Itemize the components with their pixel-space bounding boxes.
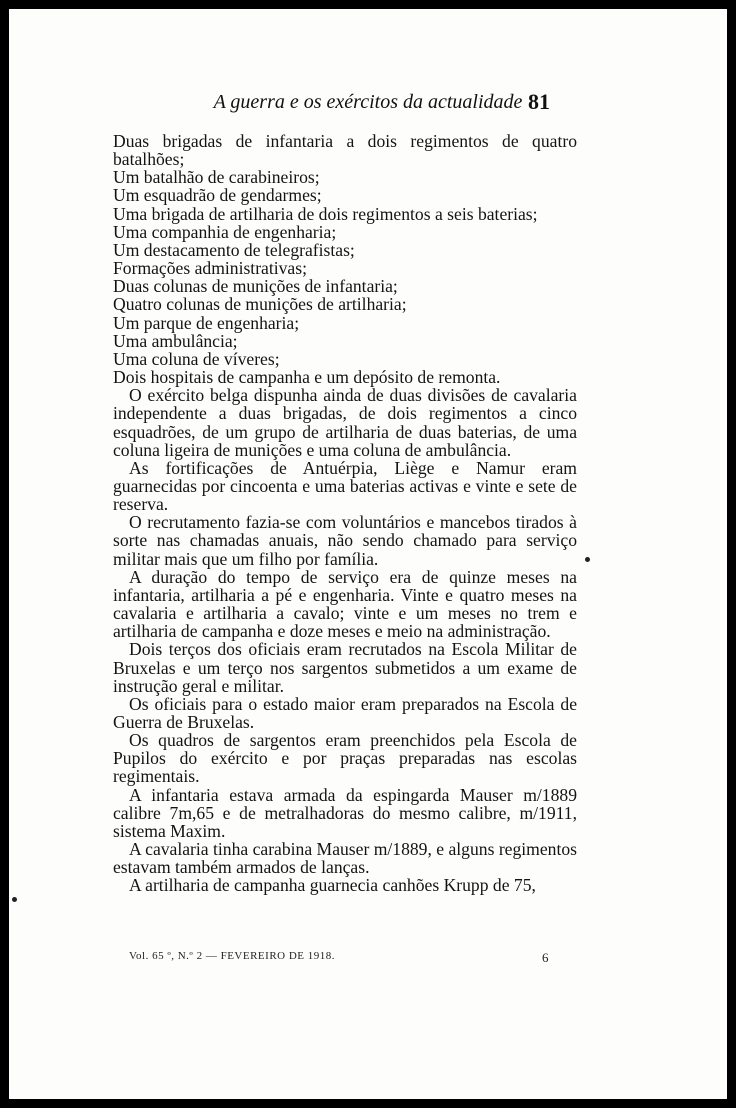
list-item: Um destacamento de telegrafistas; — [113, 239, 355, 260]
page-footer — [129, 950, 549, 965]
paragraph: A infantaria estava armada da espingarda Mauser m/1889 calibre 7m,65 e de metralhadoras do mesmo calibre, m/1911, sistema Maxim. — [113, 784, 577, 841]
paragraph: O exército belga dispunha ainda de duas divisões de cavalaria independente a duas brigadas, de dois regimentos a cinco esquadrões, de um grupo de artilharia de duas baterias, de uma coluna ligeira de munições e uma coluna de ambulância. — [113, 385, 577, 460]
list-item: Dois hospitais de campanha e um depósito de remonta. — [113, 367, 501, 388]
paragraph: Os quadros de sargentos eram preenchidos pela Escola de Pupilos do exército e por praças preparadas nas escolas regimentais. — [113, 730, 577, 787]
paragraph: As fortificações de Antuérpia, Liège e Namur eram guarnecidas por cincoenta e uma baterias activas e vinte e sete de reserva. — [113, 457, 577, 515]
paragraph: Dois terços dos oficiais eram recrutados na Escola Militar de Bruxelas e um terço nos sargentos submetidos a um exame de instrução geral e militar. — [113, 639, 577, 696]
running-title: A guerra e os exércitos da actualidade — [213, 91, 523, 113]
list-item: Um batalhão de carabineiros; — [113, 167, 320, 188]
paragraph: A duração do tempo de serviço era de quinze meses na infantaria, artilharia a pé e engenharia. Vinte e quatro meses na cavalaria e artilharia a cavalo; vinte e um meses no trem e artilharia de campanha e doze meses e meio na administração. — [113, 566, 577, 642]
ink-speck — [585, 557, 590, 562]
list-item: Quatro colunas de munições de artilharia; — [113, 294, 407, 315]
paragraph: A artilharia de campanha guarnecia canhões Krupp de 75, — [129, 875, 536, 896]
paragraph: Os oficiais para o estado maior eram preparados na Escola de Guerra de Bruxelas. — [113, 693, 577, 732]
ink-speck — [12, 897, 17, 902]
paragraph: O recrutamento fazia-se com voluntários e mancebos tirados à sorte nas chamadas anuais, não sendo chamado para serviço militar mais que um filho por família. — [113, 512, 577, 569]
list-item: Duas brigadas de infantaria a dois regimentos de quatro batalhões; — [113, 131, 577, 170]
body-text — [113, 132, 577, 895]
list-item: Duas colunas de munições de infantaria; — [113, 276, 398, 297]
list-item: Uma coluna de víveres; — [113, 348, 280, 369]
list-item: Uma brigada de artilharia de dois regimentos a seis baterias; — [113, 203, 538, 224]
page-number: 81 — [528, 89, 550, 114]
list-item: Um parque de engenharia; — [113, 312, 300, 333]
list-item: Um esquadrão de gendarmes; — [113, 185, 322, 206]
page-header — [9, 91, 727, 121]
list-item: Uma ambulância; — [113, 330, 238, 351]
paragraph: A cavalaria tinha carabina Mauser m/1889, e alguns regimentos estavam também armados de lanças. — [113, 839, 577, 878]
list-item: Formações administrativas; — [113, 258, 307, 279]
document-page — [9, 9, 727, 1099]
volume-line: Vol. 65 º, N.º 2 — FEVEREIRO DE 1918. — [129, 950, 336, 962]
signature-mark: 6 — [542, 950, 549, 965]
list-item: Uma companhia de engenharia; — [113, 221, 337, 242]
